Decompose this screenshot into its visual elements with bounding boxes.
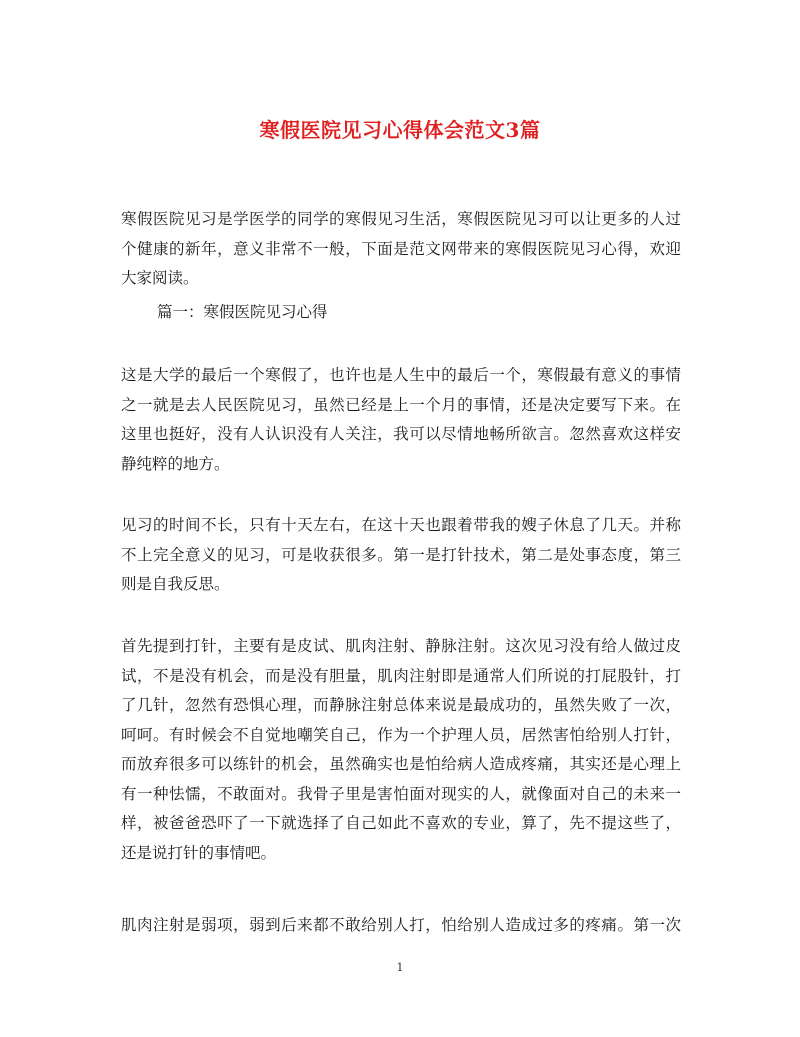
intro-paragraph [121, 205, 681, 294]
text-line: 试，不是没有机会，而是没有胆量，肌肉注射即是通常人们所说的打屁股针，打 [121, 666, 681, 685]
text-line: 寒假医院见习是学医学的同学的寒假见习生活，寒假医院见习可以让更多的人过 [121, 210, 681, 228]
text-line: 肌肉注射是弱项，弱到后来都不敢给别人打，怕给别人造成过多的疼痛。第一次 [121, 916, 681, 934]
text-line: 不上完全意义的见习，可是收获很多。第一是打针技术，第二是处事态度，第三 [121, 545, 681, 564]
text-line: 静纯粹的地方。 [121, 454, 230, 473]
page-number: 1 [396, 961, 404, 974]
text-line: 之一就是去人民医院见习，虽然已经是上一个月的事情，还是决定要写下来。在 [121, 395, 681, 414]
text-line: 则是自我反思。 [121, 575, 230, 593]
text-line: 样，被爸爸恐吓了一下就选择了自己如此不喜欢的专业，算了，先不提这些了， [121, 814, 681, 832]
text-line: 呵呵。有时候会不自觉地嘲笑自己，作为一个护理人员，居然害怕给别人打针， [121, 725, 681, 744]
paragraph-3 [121, 632, 681, 868]
document-title: 寒假医院见习心得体会范文3篇 [259, 118, 541, 142]
text-line: 还是说打针的事情吧。 [121, 843, 277, 862]
section-heading: 篇一：寒假医院见习心得 [157, 303, 328, 321]
text-line: 这是大学的最后一个寒假了，也许也是人生中的最后一个，寒假最有意义的事情 [121, 366, 681, 384]
text-line: 大家阅读。 [121, 269, 199, 287]
paragraph-2 [121, 511, 681, 600]
text-line: 这里也挺好，没有人认识没有人关注，我可以尽情地畅所欲言。忽然喜欢这样安 [121, 425, 681, 443]
text-line: 有一种怯懦，不敢面对。我骨子里是害怕面对现实的人，就像面对自己的未来一 [121, 784, 681, 803]
paragraph-1 [121, 361, 681, 479]
text-line: 见习的时间不长，只有十天左右，在这十天也跟着带我的嫂子休息了几天。并称 [121, 516, 681, 534]
paragraph-4 [121, 911, 681, 941]
text-line: 首先提到打针，主要有是皮试、肌肉注射、静脉注射。这次见习没有给人做过皮 [121, 637, 681, 655]
text-line: 个健康的新年，意义非常不一般，下面是范文网带来的寒假医院见习心得，欢迎 [121, 239, 681, 258]
text-line: 了几针，忽然有恐惧心理，而静脉注射总体来说是最成功的，虽然失败了一次， [121, 696, 681, 714]
text-line: 而放弃很多可以练针的机会，虽然确实也是怕给病人造成疼痛，其实还是心理上 [121, 755, 681, 773]
